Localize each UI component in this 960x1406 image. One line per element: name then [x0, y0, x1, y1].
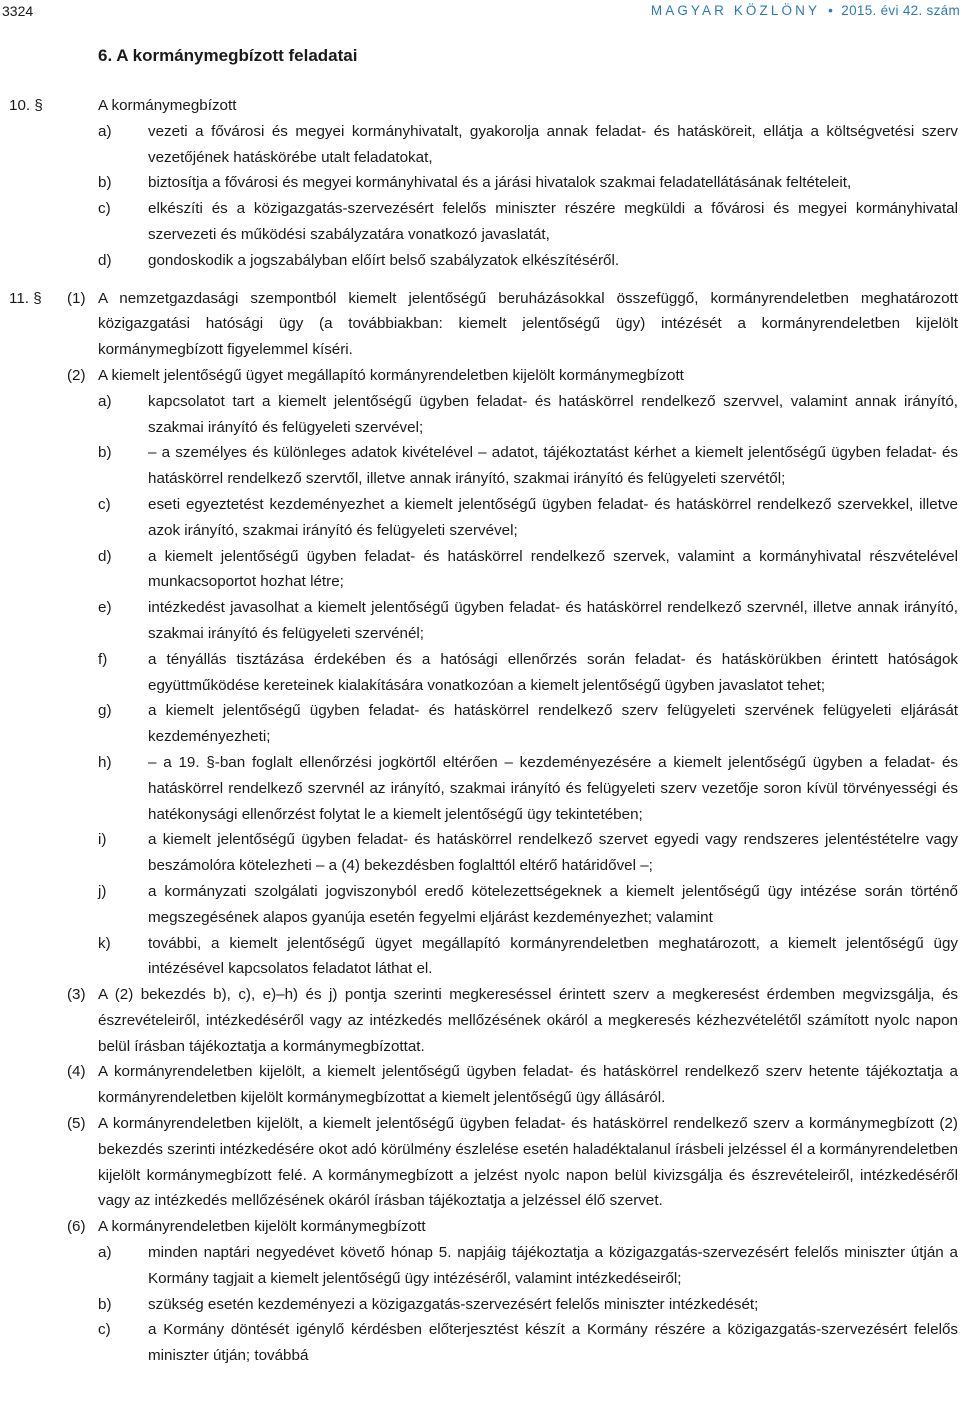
list-item-text: – a 19. §-ban foglalt ellenőrzési jogkörtől eltérően – kezdeményezésére a kiemelt jelentőségű ügyben a feladat- és hatáskörrel rendelkező szervnél az irányító, szakmai irányító és felügyeleti szerv vezetője soron kívül törvényességi és hatékonysági ellenőrzést folytat le a kiemelt jelentőségű ügy tekintetében; [148, 753, 958, 823]
list-item-text: elkészíti és a közigazgatás-szervezésért felelős miniszter részére megküldi a fővárosi és megyei kormányhivatal szervezeti és működési szabályzatára vonatkozó javaslatát, [148, 200, 958, 243]
list-item [0, 248, 960, 274]
list-item-text: biztosítja a fővárosi és megyei kormányhivatal és a járási hivatalok szakmai feladatellátásának feltételeit, [148, 174, 852, 192]
paragraph-label: (2) [67, 366, 86, 384]
list-item [0, 595, 960, 647]
list-item-label: f) [98, 650, 108, 668]
section-11-p6-items [0, 1240, 960, 1369]
list-item-text: a kiemelt jelentőségű ügyben feladat- és hatáskörrel rendelkező szervek, valamint a kormányhivatal részvételével munkacsoportot hozhat létre; [148, 547, 958, 591]
list-item-label: b) [98, 174, 112, 192]
list-item-label: b) [98, 1295, 112, 1313]
paragraph-heading [0, 363, 960, 389]
section-10 [0, 93, 960, 274]
list-item-text: a Kormány döntését igénylő kérdésben előterjesztést készít a Kormány részére a közigazgatás-szervezésért felelős miniszter útján; továbbá [148, 1321, 958, 1365]
section-10-heading [0, 93, 960, 119]
section-number: 10. § [9, 97, 43, 114]
list-item-label: a) [98, 122, 112, 140]
list-item-text: gondoskodik a jogszabályban előírt belső szabályzatok elkészítéséről. [148, 251, 620, 269]
list-item [0, 698, 960, 750]
paragraph-text: A nemzetgazdasági szempontból kiemelt jelentőségű beruházásokkal összefüggő, kormányrendeletben meghatározott közigazgatási hatósági ügy (a továbbiakban: kiemelt jelentőségű ügy) intézését a kormányrendeletben kijelölt kormánymegbízott figyelemmel kíséri. [98, 289, 958, 359]
list-item-text: eseti egyeztetést kezdeményezhet a kiemelt jelentőségű ügyben feladat- és hatáskörrel rendelkező szervekkel, illetve azok irányító, szakmai irányító és felügyeleti szervével; [148, 495, 958, 539]
list-item-text: további, a kiemelt jelentőségű ügyet megállapító kormányrendeletben meghatározott, a kiemelt jelentőségű ügy intézésével kapcsolatos feladatot láthat el. [148, 934, 958, 978]
list-item-label: i) [98, 831, 107, 849]
section-11-p4 [0, 1059, 960, 1111]
paragraph-label: (5) [67, 1115, 86, 1133]
section-number: 11. § [9, 289, 42, 307]
list-item-label: j) [98, 882, 107, 900]
section-11-p5 [0, 1111, 960, 1214]
section-11-p2-items [0, 389, 960, 982]
paragraph-text: A (2) bekezdés b), c), e)–h) és j) pontja szerinti megkereséssel érintett szerv a megkeresést érdemben megvizsgálja, és észrevételeiről, intézkedéséről vagy az intézkedés mellőzésének okáról a megkeresés kézhezvételétől számított nyolc napon belül írásban tájékoztatja a kormánymegbízottat. [98, 986, 958, 1055]
list-item [0, 170, 960, 196]
running-head: MAGYAR KÖZLÖNY • 2015. évi 42. szám [650, 3, 960, 18]
list-item [0, 492, 960, 544]
list-item-label: g) [98, 702, 112, 720]
list-item [0, 750, 960, 827]
list-item [0, 1240, 960, 1292]
list-item [0, 931, 960, 983]
list-item [0, 879, 960, 931]
list-item [0, 196, 960, 248]
paragraph-text: A kormányrendeletben kijelölt, a kiemelt jelentőségű ügyben feladat- és hatáskörrel rendelkező szerv hetente tájékoztatja a kormányrendeletben kijelölt kormánymegbízottat a kiemelt jelentőségű ügy állásáról. [98, 1063, 958, 1107]
section-11-p6 [0, 1214, 960, 1369]
list-item-label: d) [98, 547, 112, 565]
list-item-label: c) [98, 495, 111, 513]
list-item-label: k) [98, 934, 111, 952]
list-item [0, 827, 960, 879]
list-item-label: h) [98, 753, 112, 771]
list-item [0, 544, 960, 596]
page-number: 3324 [2, 3, 34, 19]
document-body [0, 93, 960, 1369]
list-item-label: d) [98, 251, 112, 269]
list-item [0, 440, 960, 492]
list-item-text: intézkedést javasolhat a kiemelt jelentőségű ügyben feladat- és hatáskörrel rendelkező szervnél, illetve annak irányító, szakmai irányító és felügyeleti szervénél; [148, 599, 958, 642]
list-item-text: vezeti a fővárosi és megyei kormányhivatalt, gyakorolja annak feladat- és hatásköreit, ellátja a költségvetési szerv vezetőjének hatáskörébe utalt feladatokat, [148, 122, 958, 166]
paragraph-label: (4) [67, 1063, 86, 1081]
list-item-text: – a személyes és különleges adatok kivételével – adatot, tájékoztatást kérhet a kiemelt jelentőségű ügyben feladat- és hatáskörrel rendelkező szervtől, illetve annak irányító, szakmai irányító és felügyeleti szervétől; [148, 444, 958, 488]
list-item [0, 647, 960, 699]
section-10-items [0, 119, 960, 274]
list-item-text: minden naptári negyedévet követő hónap 5. napjáig tájékoztatja a közigazgatás-szervezésért felelős miniszter útján a Kormány tagjait a kiemelt jelentőségű ügy intézéséről, valamint intézkedéseiről; [148, 1244, 958, 1287]
list-item-text: szükség esetén kezdeményezi a közigazgatás-szervezésért felelős miniszter intézkedését; [148, 1295, 759, 1313]
list-item-label: a) [98, 392, 112, 410]
list-item-label: e) [98, 599, 112, 617]
list-item-text: kapcsolatot tart a kiemelt jelentőségű ügyben feladat- és hatáskörrel rendelkező szervvel, valamint annak irányító, szakmai irányító és felügyeleti szervével; [148, 392, 958, 436]
list-item [0, 389, 960, 441]
list-item-text: a kiemelt jelentőségű ügyben feladat- és hatáskörrel rendelkező szerv felügyeleti szervének felügyeleti eljárását kezdeményezheti; [148, 702, 958, 746]
section-intro: A kormánymegbízott [98, 97, 237, 114]
list-item-label: b) [98, 444, 112, 462]
section-title: 6. A kormánymegbízott feladatai [98, 46, 358, 65]
section-11-p2 [0, 363, 960, 982]
paragraph-label: (1) [67, 289, 86, 307]
section-11-p3 [0, 982, 960, 1059]
paragraph-label: (3) [67, 986, 86, 1004]
paragraph-heading [0, 1214, 960, 1240]
list-item [0, 119, 960, 171]
paragraph-intro: A kiemelt jelentőségű ügyet megállapító kormányrendeletben kijelölt kormánymegbízott [98, 366, 684, 384]
list-item [0, 1292, 960, 1318]
journal-title: MAGYAR KÖZLÖNY [650, 3, 821, 18]
list-item-label: c) [98, 200, 111, 218]
paragraph-text: A kormányrendeletben kijelölt, a kiemelt jelentőségű ügyben feladat- és hatáskörrel rendelkező szerv a kormánymegbízott (2) bekezdés szerinti intézkedésére okot adó körülmény észlelése esetén haladéktalanul írásbeli jelzéssel él a kormányrendeletben kijelölt kormánymegbízott felé. A kormánymegbízott a jelzést nyolc napon belül kivizsgálja és észrevételeiről, intézkedéséről vagy az intézkedés mellőzésének okáról írásban tájékoztatja a jelzéssel élő szervet. [98, 1115, 958, 1210]
list-item-text: a tényállás tisztázása érdekében és a hatósági ellenőrzés során feladat- és hatáskörükben érintett hatóságok együttműködése kereteinek kialakítására vonatkozóan a kiemelt jelentőségű ügyben javaslatot tehet; [148, 650, 958, 694]
page-header [0, 0, 960, 26]
list-item-text: a kiemelt jelentőségű ügyben feladat- és hatáskörrel rendelkező szervet egyedi vagy rendszeres jelentéstételre vagy beszámolóra kötelezheti – a (4) bekezdésben foglalttól eltérő határidővel –; [148, 831, 958, 875]
section-11-p1 [0, 286, 960, 363]
issue-number: 2015. évi 42. szám [841, 3, 960, 18]
list-item [0, 1317, 960, 1369]
list-item-label: a) [98, 1244, 112, 1262]
list-item-text: a kormányzati szolgálati jogviszonyból eredő kötelezettségeknek a kiemelt jelentőségű ügy intézése során történő megszegésének alapos gyanúja esetén fegyelmi eljárást kezdeményezhet; valamint [148, 882, 958, 926]
paragraph-intro: A kormányrendeletben kijelölt kormánymegbízott [98, 1218, 426, 1236]
paragraph-label: (6) [67, 1218, 86, 1236]
list-item-label: c) [98, 1321, 111, 1339]
